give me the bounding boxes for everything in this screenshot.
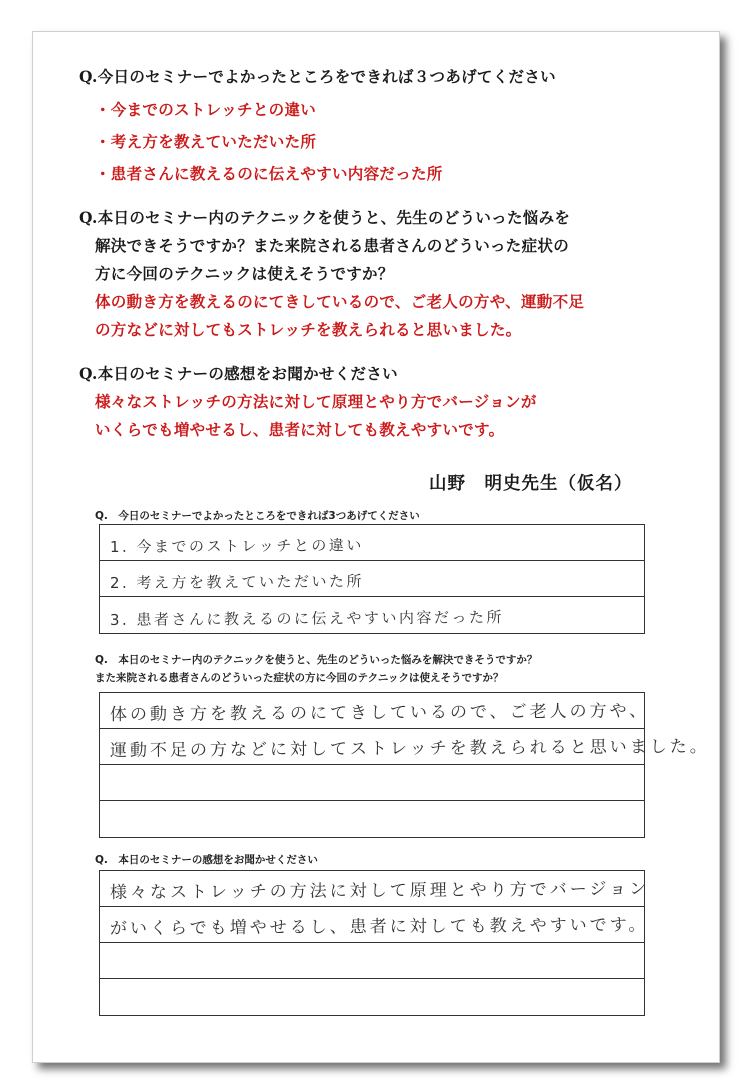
- survey-sheet: [32, 31, 720, 1063]
- handwritten-text: 1. 今までのストレッチとの違い: [109, 536, 364, 556]
- form-answer-box-3: [99, 870, 650, 1016]
- answer-row: [100, 801, 644, 837]
- typed-answer-1-3: ・患者さんに教えるのに伝えやすい内容だった所: [95, 164, 443, 183]
- handwritten-text: 3. 患者さんに教えるのに伝えやすい内容だった所: [109, 608, 505, 629]
- answer-row: [100, 979, 644, 1015]
- typed-answer-2-line-1: 体の動き方を教えるのにてきしているので、ご老人の方や、運動不足: [95, 292, 585, 311]
- handwritten-text: 運動不足の方などに対してストレッチを教えられると思いました。: [109, 736, 710, 761]
- form-question-3: Q. 本日のセミナーの感想をお聞かせください: [95, 854, 318, 866]
- handwritten-text: 様々なストレッチの方法に対して原理とやり方でバージョン: [109, 879, 650, 903]
- typed-question-3: Q.本日のセミナーの感想をお聞かせください: [79, 364, 398, 383]
- form-answer-box-2: [99, 692, 710, 838]
- answer-row: [100, 597, 644, 633]
- typed-answer-3-line-2: いくらでも増やせるし、患者に対しても教えやすいです。: [95, 420, 505, 439]
- form-question-2-line-1: Q. 本日のセミナー内のテクニックを使うと、先生のどういった悩みを解決できそうですか？: [95, 654, 538, 666]
- form-answer-box-1: [99, 524, 645, 634]
- answer-row: [100, 765, 644, 801]
- handwritten-text: がいくらでも増やせるし、患者に対しても教えやすいです。: [109, 915, 649, 939]
- answer-row: [100, 943, 644, 979]
- handwritten-text: 2. 考え方を教えていただいた所: [109, 572, 365, 592]
- answer-row: [100, 525, 644, 561]
- handwritten-text: 体の動き方を教えるのにてきしているので、ご老人の方や、: [109, 701, 650, 725]
- typed-answer-3-line-1: 様々なストレッチの方法に対して原理とやり方でバージョンが: [95, 392, 537, 411]
- answer-row: [100, 729, 710, 765]
- typed-answer-1-1: ・今までのストレッチとの違い: [95, 100, 317, 119]
- typed-question-2-line-1: Q.本日のセミナー内のテクニックを使うと、先生のどういった悩みを: [79, 208, 571, 227]
- answer-row: [100, 693, 650, 729]
- typed-answer-1-2: ・考え方を教えていただいた所: [95, 132, 317, 151]
- typed-question-1: Q.今日のセミナーでよかったところをできれば３つあげてください: [79, 67, 556, 86]
- typed-question-2-line-2: 解決できそうですか？また来院される患者さんのどういった症状の: [95, 236, 570, 255]
- form-question-2-line-2: また来院される患者さんのどういった症状の方に今回のテクニックは使えそうですか？: [95, 672, 504, 684]
- answer-row: [100, 907, 649, 943]
- typed-answer-2-line-2: の方などに対してもストレッチを教えられると思いました。: [95, 320, 522, 339]
- form-question-1: Q. 今日のセミナーでよかったところをできれば3つあげてください: [95, 510, 420, 522]
- typed-question-2-line-3: 方に今回のテクニックは使えそうですか？: [95, 264, 394, 283]
- respondent-name: 山野 明史先生（仮名）: [429, 474, 633, 494]
- answer-row: [100, 561, 644, 597]
- answer-row: [100, 871, 650, 907]
